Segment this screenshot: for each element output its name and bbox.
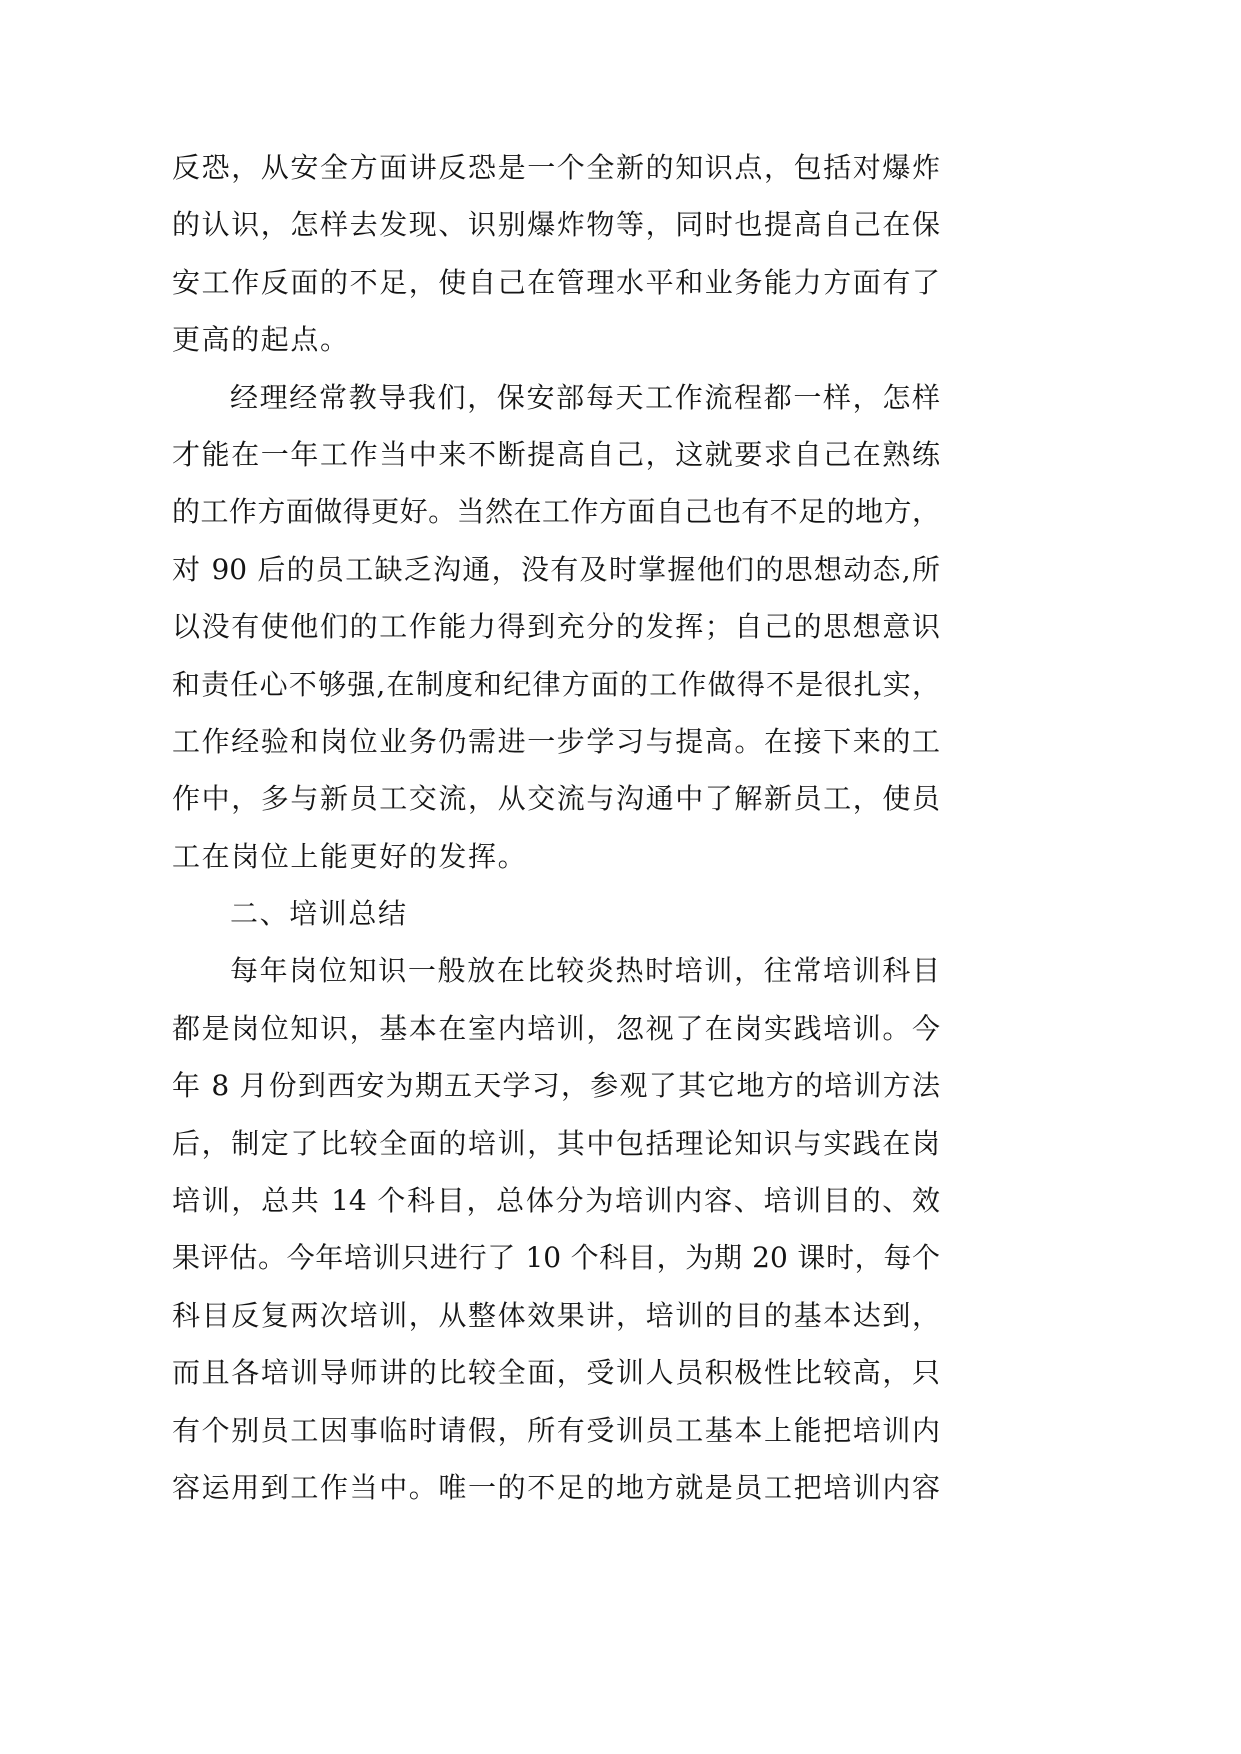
section-heading-text: 二、培训总结 [230,897,408,931]
paragraph [172,139,940,369]
text-line: 培训，总共 14 个科目，总体分为培训内容、培训目的、效 [172,1184,940,1218]
text-line: 果评估。今年培训只进行了 10 个科目，为期 20 课时，每个 [172,1241,940,1275]
text-line: 的认识，怎样去发现、识别爆炸物等，同时也提高自己在保 [172,208,940,242]
text-line: 的工作方面做得更好。当然在工作方面自己也有不足的地方， [172,495,940,529]
text-line: 有个别员工因事临时请假，所有受训员工基本上能把培训内 [172,1413,940,1447]
text-line: 才能在一年工作当中来不断提高自己，这就要求自己在熟练 [172,437,940,471]
text-line: 反恐，从安全方面讲反恐是一个全新的知识点，包括对爆炸 [172,151,940,184]
text-line: 年 8 月份到西安为期五天学习，参观了其它地方的培训方法 [172,1069,940,1103]
text-line: 每年岗位知识一般放在比较炎热时培训，往常培训科目 [230,954,940,988]
text-line: 以没有使他们的工作能力得到充分的发挥；自己的思想意识 [172,610,940,644]
section-heading [172,885,940,942]
paragraph [172,369,940,886]
text-line: 和责任心不够强,在制度和纪律方面的工作做得不是很扎实， [172,667,940,701]
text-line: 经理经常教导我们，保安部每天工作流程都一样，怎样 [230,380,940,414]
text-line: 科目反复两次培训，从整体效果讲，培训的目的基本达到， [172,1298,940,1332]
paragraph [172,942,940,1516]
text-line: 更高的起点。 [172,323,350,357]
text-line: 安工作反面的不足，使自己在管理水平和业务能力方面有了 [172,265,940,299]
text-line: 工在岗位上能更好的发挥。 [172,839,528,873]
text-line: 容运用到工作当中。唯一的不足的地方就是员工把培训内容 [172,1470,940,1504]
text-line: 而且各培训导师讲的比较全面，受训人员积极性比较高，只 [172,1356,940,1390]
text-line: 作中，多与新员工交流，从交流与沟通中了解新员工，使员 [172,782,940,816]
text-line: 都是岗位知识，基本在室内培训，忽视了在岗实践培训。今 [172,1011,940,1045]
text-line: 后，制定了比较全面的培训，其中包括理论知识与实践在岗 [172,1126,940,1160]
text-line: 工作经验和岗位业务仍需进一步学习与提高。在接下来的工 [172,724,940,758]
document-body [172,139,940,1516]
text-line: 对 90 后的员工缺乏沟通，没有及时掌握他们的思想动态,所 [172,552,940,586]
